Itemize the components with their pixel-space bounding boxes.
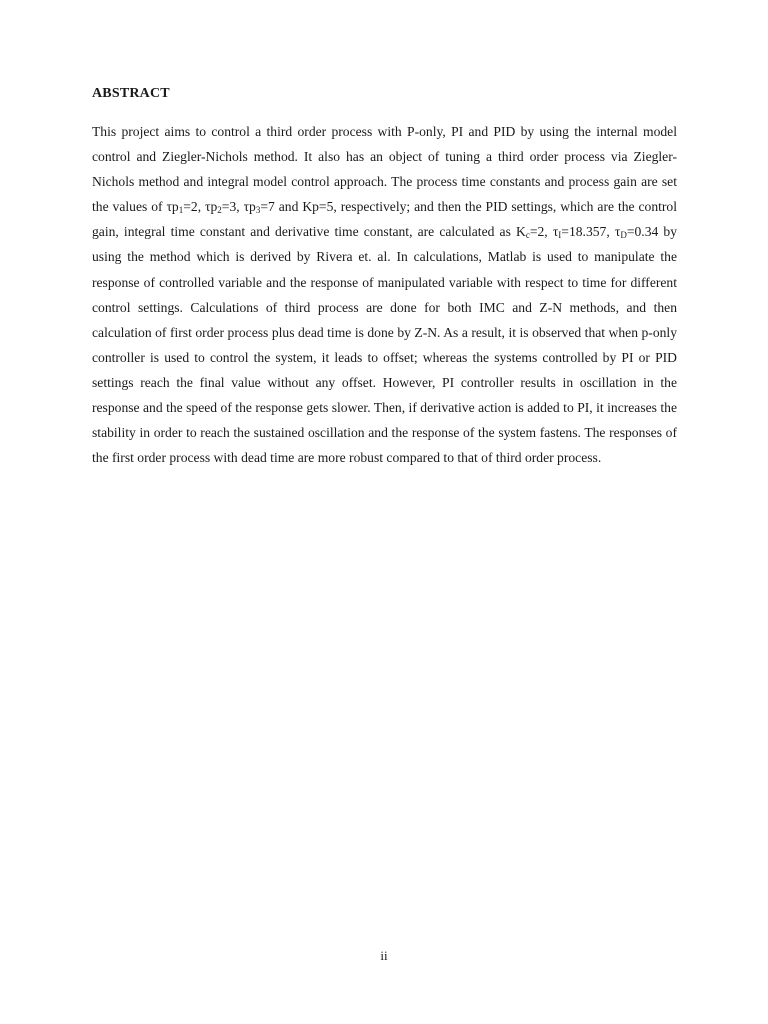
tau-p2-value: =3,: [221, 199, 244, 215]
tau-p2-subscript: 2: [217, 205, 222, 216]
tau-d-subscript: D: [620, 230, 627, 241]
tau-p1-value: =2,: [183, 199, 206, 215]
page-number: ii: [380, 948, 388, 963]
abstract-text-part-1: This project aims to control a third order process with P-only, PI and PID by using the internal model control and Ziegler-Nichols method. It also has an object of tuning a third order process via Ziegler-Nichols method and integral model control approach. The process time constants and process gain are set the values of: [92, 124, 677, 215]
tau-d-symbol: τ: [614, 224, 621, 240]
tau-p1-subscript: 1: [178, 205, 184, 216]
kc-subscript: c: [525, 230, 530, 241]
tau-p1-symbol: τp: [166, 199, 179, 215]
tau-p2-symbol: τp: [205, 199, 218, 215]
tau-p3-subscript: 3: [255, 205, 261, 216]
tau-p3-symbol: τp: [243, 199, 256, 215]
abstract-heading: ABSTRACT: [92, 86, 170, 101]
kc-symbol: K: [515, 224, 526, 240]
tau-i-value: =18.357,: [561, 224, 615, 240]
abstract-paragraph: [92, 119, 677, 470]
tau-i-symbol: τ: [552, 224, 559, 240]
kc-value: =2,: [529, 224, 553, 240]
abstract-text-part-3: =0.34 by using the method which is derived by Rivera et. al. In calculations, Matlab is used to manipulate the response of controlled variable and the response of manipulated variable with respect to time for different control settings. Calculations of third process are done for both IMC and Z-N methods, and then calculation of first order process plus dead time is done by Z-N. As a result, it is observed that when p-only controller is used to control the system, it leads to offset; whereas the systems controlled by PI or PID settings reach the final value without any offset. However, PI controller results in oscillation in the response and the speed of the response gets slower. Then, if derivative action is added to PI, it increases the stability in order to reach the sustained oscillation and the response of the system fastens. The responses of the first order process with dead time are more robust compared to that of third order process.: [92, 224, 678, 466]
abstract-text-part-2: =7 and Kp=5, respectively; and then the PID settings, which are the control gain, integral time constant and derivative time constant, are calculated as: [92, 199, 677, 240]
tau-i-subscript: I: [558, 230, 562, 241]
